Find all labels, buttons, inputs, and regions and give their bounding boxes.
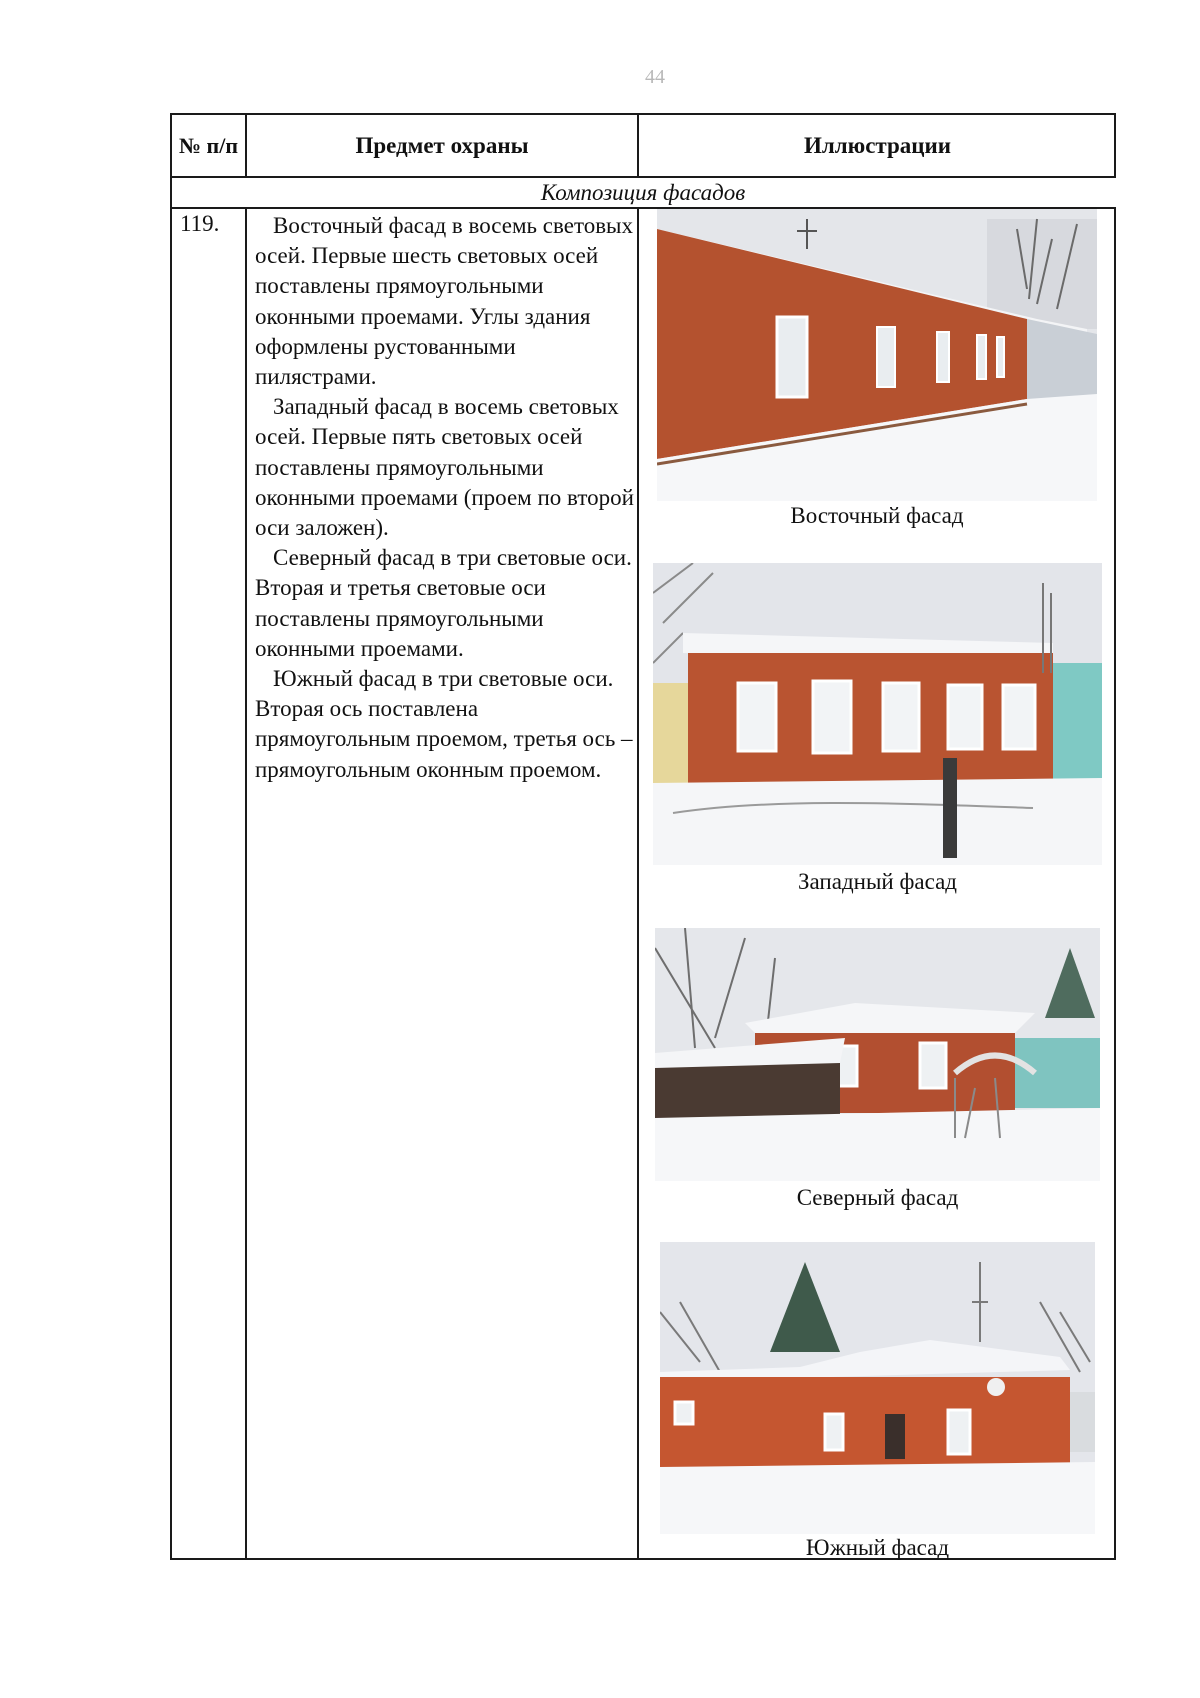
subject-text [255, 211, 635, 785]
header-illustrations: Иллюстрации [803, 132, 952, 158]
page-number: 44 [645, 66, 665, 88]
header-number: № п/п [178, 132, 239, 158]
header-subject: Предмет охраны [355, 132, 529, 158]
paragraph-south: Южный фасад в три световые оси. Вторая ось поставлена прямоугольным проемом, третья ось – прямоугольным оконным проемом. [255, 666, 633, 782]
paragraph-north: Северный фасад в три световые оси. Вторая и третья световые оси поставлены прямоугольными оконными проемами. [255, 545, 632, 661]
caption-west: Западный фасад [798, 869, 957, 894]
caption-east: Восточный фасад [790, 503, 964, 528]
photo-east-facade [657, 209, 1097, 501]
caption-north: Северный фасад [796, 1185, 959, 1210]
photo-west-facade [653, 563, 1102, 865]
paragraph-east: Восточный фасад в восемь световых осей. Первые шесть световых осей поставлены прямоугольными оконными проемами. Углы здания оформлены рустованными пилястрами. [255, 213, 634, 390]
row-number: 119. [180, 211, 220, 236]
column-divider [637, 115, 639, 1558]
column-divider [245, 115, 247, 1558]
section-title: Композиция фасадов [540, 180, 746, 205]
caption-south: Южный фасад [805, 1535, 950, 1560]
photo-north-facade [655, 928, 1100, 1181]
paragraph-west: Западный фасад в восемь световых осей. Первые пять световых осей поставлены прямоугольными оконными проемами (проем по второй оси заложен). [255, 394, 634, 541]
protection-table [170, 113, 1116, 1560]
photo-south-facade [660, 1242, 1095, 1534]
